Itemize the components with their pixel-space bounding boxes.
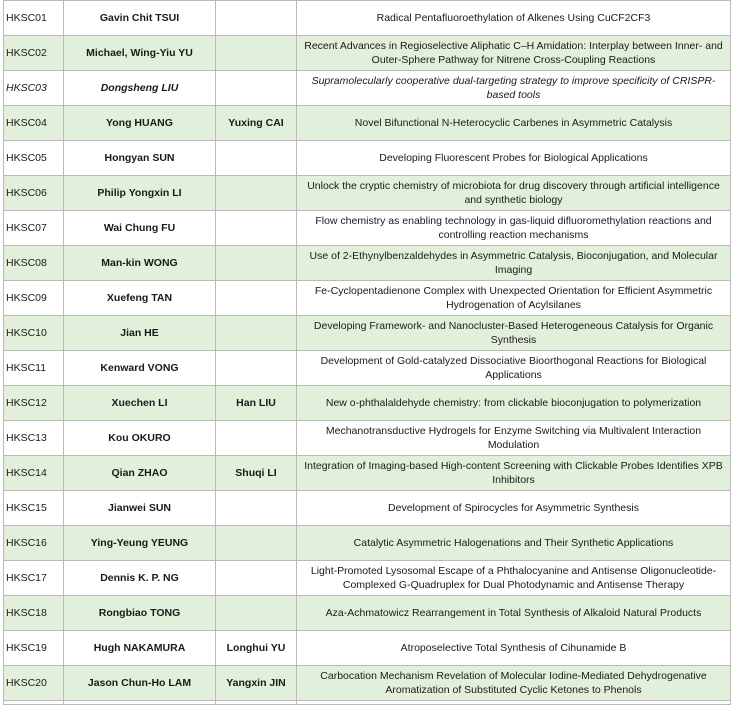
code-cell: HKSC07 — [4, 211, 64, 246]
title-cell: Novel Bifunctional N-Heterocyclic Carbenes in Asymmetric Catalysis — [297, 106, 731, 141]
co-presenter-cell — [216, 141, 297, 176]
table-body — [4, 1, 731, 705]
presenter-cell: Hongyan SUN — [64, 141, 216, 176]
table-row — [4, 316, 731, 351]
co-presenter-cell — [216, 281, 297, 316]
code-cell: HKSC01 — [4, 1, 64, 36]
table-row — [4, 491, 731, 526]
co-presenter-cell — [216, 176, 297, 211]
title-cell: New o-phthalaldehyde chemistry: from clickable bioconjugation to polymerization — [297, 386, 731, 421]
presenter-cell: Ying-Yeung YEUNG — [64, 526, 216, 561]
co-presenter-cell — [216, 421, 297, 456]
table-row — [4, 456, 731, 491]
table-row — [4, 141, 731, 176]
table-row — [4, 666, 731, 701]
code-cell: HKSC20 — [4, 666, 64, 701]
presenter-cell: Man-kin WONG — [64, 246, 216, 281]
co-presenter-cell — [216, 561, 297, 596]
title-cell: Fe-Cyclopentadienone Complex with Unexpected Orientation for Efficient Asymmetric Hydrogenation of Acylsilanes — [297, 281, 731, 316]
presenter-cell: Gavin Chit TSUI — [64, 1, 216, 36]
co-presenter-cell: Longhui YU — [216, 631, 297, 666]
presenter-cell: Rongbiao TONG — [64, 596, 216, 631]
title-cell: Developing Framework- and Nanocluster-Based Heterogeneous Catalysis for Organic Synthesis — [297, 316, 731, 351]
co-presenter-cell — [216, 351, 297, 386]
table-row — [4, 36, 731, 71]
code-cell: HKSC18 — [4, 596, 64, 631]
title-cell: Flow chemistry as enabling technology in gas-liquid difluoromethylation reactions and controlling reaction mechanisms — [297, 211, 731, 246]
table-row — [4, 71, 731, 106]
presenter-cell: Dongsheng LIU — [64, 71, 216, 106]
table-row — [4, 561, 731, 596]
table-row — [4, 281, 731, 316]
title-cell: Catalytic Asymmetric Halogenations and Their Synthetic Applications — [297, 526, 731, 561]
co-presenter-cell: Shuqi LI — [216, 456, 297, 491]
title-cell: Development of Spirocycles for Asymmetric Synthesis — [297, 491, 731, 526]
presenter-cell: Yong HUANG — [64, 106, 216, 141]
code-cell: HKSC12 — [4, 386, 64, 421]
code-cell: HKSC16 — [4, 526, 64, 561]
table-row — [4, 106, 731, 141]
code-cell: HKSC03 — [4, 71, 64, 106]
title-cell: Use of 2-Ethynylbenzaldehydes in Asymmetric Catalysis, Bioconjugation, and Molecular Imaging — [297, 246, 731, 281]
presenter-cell: Michael, Wing-Yiu YU — [64, 36, 216, 71]
presenter-cell: Xuefeng TAN — [64, 281, 216, 316]
presenter-cell: Kou OKURO — [64, 421, 216, 456]
co-presenter-cell — [216, 1, 297, 36]
title-cell: Aza-Achmatowicz Rearrangement in Total Synthesis of Alkaloid Natural Products — [297, 596, 731, 631]
title-cell: Carbocation Mechanism Revelation of Molecular Iodine-Mediated Dehydrogenative Aromatization of Substituted Cyclic Ketones to Phenols — [297, 666, 731, 701]
presenter-cell: Kenward VONG — [64, 351, 216, 386]
code-cell: HKSC11 — [4, 351, 64, 386]
empty-cell — [297, 701, 731, 705]
empty-cell — [216, 701, 297, 705]
title-cell: Development of Gold-catalyzed Dissociative Bioorthogonal Reactions for Biological Applications — [297, 351, 731, 386]
code-cell: HKSC09 — [4, 281, 64, 316]
title-cell: Unlock the cryptic chemistry of microbiota for drug discovery through artificial intelligence and synthetic biology — [297, 176, 731, 211]
presenter-cell: Philip Yongxin LI — [64, 176, 216, 211]
table-row — [4, 631, 731, 666]
code-cell: HKSC02 — [4, 36, 64, 71]
co-presenter-cell — [216, 36, 297, 71]
title-cell: Radical Pentafluoroethylation of Alkenes Using CuCF2CF3 — [297, 1, 731, 36]
title-cell: Developing Fluorescent Probes for Biological Applications — [297, 141, 731, 176]
code-cell: HKSC17 — [4, 561, 64, 596]
presenter-cell: Hugh NAKAMURA — [64, 631, 216, 666]
presenter-cell: Qian ZHAO — [64, 456, 216, 491]
table-row — [4, 596, 731, 631]
code-cell: HKSC08 — [4, 246, 64, 281]
table-row — [4, 1, 731, 36]
table-row — [4, 246, 731, 281]
title-cell: Supramolecularly cooperative dual-targeting strategy to improve specificity of CRISPR-based tools — [297, 71, 731, 106]
code-cell: HKSC06 — [4, 176, 64, 211]
table-row — [4, 386, 731, 421]
co-presenter-cell: Han LIU — [216, 386, 297, 421]
code-cell: HKSC04 — [4, 106, 64, 141]
presenter-cell: Xuechen LI — [64, 386, 216, 421]
co-presenter-cell — [216, 211, 297, 246]
empty-cell — [4, 701, 64, 705]
table-row — [4, 351, 731, 386]
presentation-table — [3, 0, 731, 705]
title-cell: Mechanotransductive Hydrogels for Enzyme Switching via Multivalent Interaction Modulation — [297, 421, 731, 456]
table-row — [4, 526, 731, 561]
code-cell: HKSC15 — [4, 491, 64, 526]
title-cell: Atroposelective Total Synthesis of Cihunamide B — [297, 631, 731, 666]
co-presenter-cell — [216, 316, 297, 351]
code-cell: HKSC19 — [4, 631, 64, 666]
table-row — [4, 176, 731, 211]
table-row — [4, 421, 731, 456]
co-presenter-cell — [216, 596, 297, 631]
title-cell: Integration of Imaging-based High-content Screening with Clickable Probes Identifies XPB Inhibitors — [297, 456, 731, 491]
table-row — [4, 211, 731, 246]
co-presenter-cell — [216, 526, 297, 561]
empty-cell — [64, 701, 216, 705]
code-cell: HKSC13 — [4, 421, 64, 456]
code-cell: HKSC10 — [4, 316, 64, 351]
presenter-cell: Jianwei SUN — [64, 491, 216, 526]
co-presenter-cell — [216, 246, 297, 281]
code-cell: HKSC14 — [4, 456, 64, 491]
co-presenter-cell: Yangxin JIN — [216, 666, 297, 701]
co-presenter-cell — [216, 71, 297, 106]
co-presenter-cell: Yuxing CAI — [216, 106, 297, 141]
code-cell: HKSC05 — [4, 141, 64, 176]
title-cell: Recent Advances in Regioselective Aliphatic C–H Amidation: Interplay between Inner- and Outer-Sphere Pathway for Nitrene Cross-Coupling Reactions — [297, 36, 731, 71]
presenter-cell: Dennis K. P. NG — [64, 561, 216, 596]
presenter-cell: Jason Chun-Ho LAM — [64, 666, 216, 701]
table-row-partial — [4, 701, 731, 705]
title-cell: Light-Promoted Lysosomal Escape of a Phthalocyanine and Antisense Oligonucleotide-Complexed G-Quadruplex for Dual Photodynamic and Antisense Therapy — [297, 561, 731, 596]
presenter-cell: Wai Chung FU — [64, 211, 216, 246]
co-presenter-cell — [216, 491, 297, 526]
presenter-cell: Jian HE — [64, 316, 216, 351]
